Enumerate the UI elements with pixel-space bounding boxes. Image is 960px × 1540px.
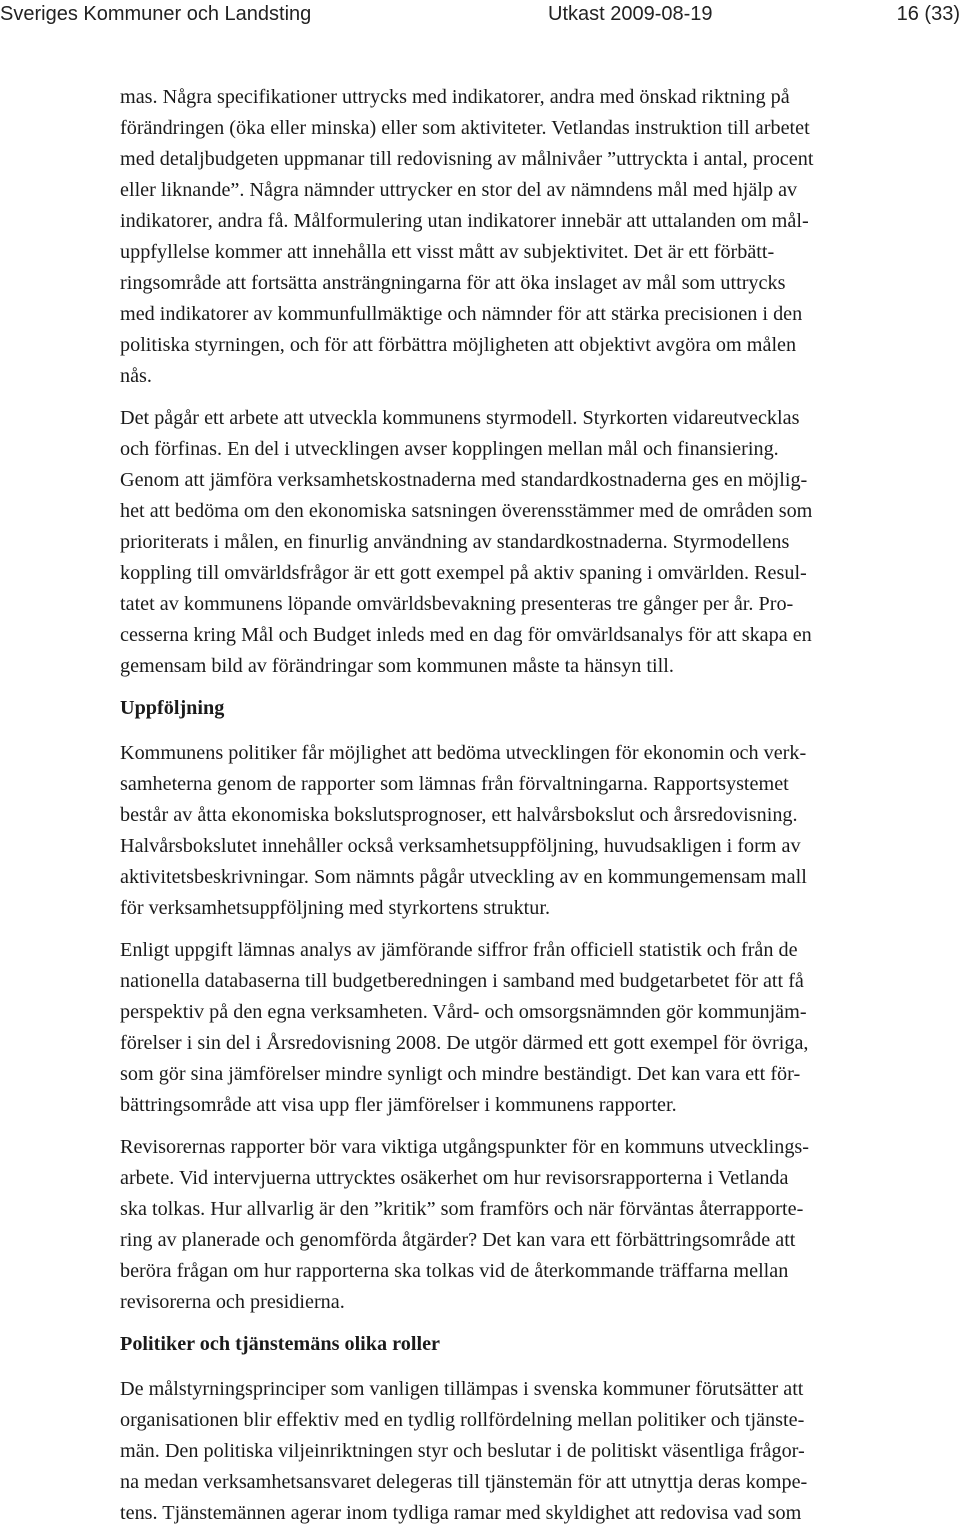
- text-line: mas. Några specifikationer uttrycks med indikatorer, andra med önskad riktning på: [120, 86, 790, 108]
- text-line: prioriterats i målen, en finurlig användning av standardkostnaderna. Styrmodellens: [120, 531, 790, 553]
- text-line: bättringsområde att visa upp fler jämförelser i kommunens rapporter.: [120, 1094, 677, 1116]
- text-line: ringsområde att fortsätta ansträngningarna för att öka inslaget av mål som uttrycks: [120, 272, 786, 294]
- text-line: samheterna genom de rapporter som lämnas från förvaltningarna. Rapportsystemet: [120, 773, 789, 795]
- text-line: för verksamhetsuppföljning med styrkortens struktur.: [120, 897, 551, 919]
- text-line: förelser i sin del i Årsredovisning 2008. De utgör därmed ett gott exempel för övriga,: [120, 1032, 809, 1054]
- text-line: cesserna kring Mål och Budget inleds med en dag för omvärldsanalys för att skapa en: [120, 624, 812, 646]
- text-line: med indikatorer av kommunfullmäktige och nämnder för att stärka precisionen i den: [120, 303, 803, 325]
- text-line: tatet av kommunens löpande omvärldsbevakning presenteras tre gånger per år. Pro-: [120, 593, 794, 615]
- paragraph: [120, 1374, 920, 1529]
- text-line: ska tolkas. Hur allvarlig är den ”kritik” som framförs och när förväntas återrapporte-: [120, 1198, 804, 1220]
- text-line: na medan verksamhetsansvaret delegeras till tjänstemän för att utnyttja deras kompe-: [120, 1471, 808, 1493]
- document-body: [120, 82, 920, 1540]
- header-organization: Sveriges Kommuner och Landsting: [0, 3, 312, 25]
- text-line: ring av planerade och genomförda åtgärder? Det kan vara ett förbättringsområde att: [120, 1229, 796, 1251]
- text-line: De målstyrningsprinciper som vanligen tillämpas i svenska kommuner förutsätter att: [120, 1378, 804, 1400]
- text-line: uppfyllelse kommer att innehålla ett visst mått av subjektivitet. Det är ett förbätt-: [120, 241, 775, 263]
- text-line: och förfinas. En del i utvecklingen avser kopplingen mellan mål och finansiering.: [120, 438, 779, 460]
- paragraph: [120, 82, 920, 392]
- paragraph: [120, 1132, 920, 1318]
- text-line: nationella databaserna till budgetberedningen i samband med budgetarbetet för att få: [120, 970, 804, 992]
- section-heading-roles: Politiker och tjänstemäns olika roller: [120, 1333, 440, 1355]
- text-line: indikatorer, andra få. Målformulering utan indikatorer innebär att uttalanden om mål-: [120, 210, 809, 232]
- paragraph: [120, 738, 920, 924]
- text-line: revisorerna och presidierna.: [120, 1291, 345, 1313]
- text-line: förändringen (öka eller minska) eller som aktiviteter. Vetlandas instruktion till arbetet: [120, 117, 810, 139]
- paragraph: [120, 403, 920, 682]
- text-line: perspektiv på den egna verksamheten. Vård- och omsorgsnämnden gör kommunjäm-: [120, 1001, 807, 1023]
- section-heading-followup: Uppföljning: [120, 697, 225, 719]
- paragraph: [120, 935, 920, 1121]
- text-line: koppling till omvärldsfrågor är ett gott exempel på aktiv spaning i omvärlden. Resul-: [120, 562, 807, 584]
- text-line: gemensam bild av förändringar som kommunen måste ta hänsyn till.: [120, 655, 674, 677]
- text-line: Halvårsbokslutet innehåller också verksamhetsuppföljning, huvudsakligen i form av: [120, 835, 801, 857]
- text-line: organisationen blir effektiv med en tydlig rollfördelning mellan politiker och tjänste-: [120, 1409, 805, 1431]
- text-line: män. Den politiska viljeinriktningen styr och beslutar i de politiskt väsentliga frågor-: [120, 1440, 805, 1462]
- text-line: Enligt uppgift lämnas analys av jämförande siffror från officiell statistik och från de: [120, 939, 798, 961]
- text-line: Det pågår ett arbete att utveckla kommunens styrmodell. Styrkorten vidareutvecklas: [120, 407, 800, 429]
- text-line: aktivitetsbeskrivningar. Som nämnts pågår utveckling av en kommungemensam mall: [120, 866, 807, 888]
- text-line: med detaljbudgeten uppmanar till redovisning av målnivåer ”uttryckta i antal, procent: [120, 148, 814, 170]
- header-draft-date: Utkast 2009-08-19: [548, 3, 713, 25]
- text-line: som gör sina jämförelser mindre synligt och mindre beständigt. Det kan vara ett för-: [120, 1063, 801, 1085]
- text-line: politiska styrningen, och för att förbättra möjligheten att objektivt avgöra om målen: [120, 334, 797, 356]
- text-line: eller liknande”. Några nämnder uttrycker en stor del av nämndens mål med hjälp av: [120, 179, 798, 201]
- text-line: Genom att jämföra verksamhetskostnaderna med standardkostnaderna ges en möjlig-: [120, 469, 808, 491]
- text-line: nås.: [120, 365, 152, 387]
- text-line: arbete. Vid intervjuerna uttrycktes osäkerhet om hur revisorsrapporterna i Vetlanda: [120, 1167, 789, 1189]
- text-line: består av åtta ekonomiska bokslutsprognoser, ett halvårsbokslut och årsredovisning.: [120, 804, 798, 826]
- text-line: beröra frågan om hur rapporterna ska tolkas vid de återkommande träffarna mellan: [120, 1260, 789, 1282]
- text-line: het att bedöma om den ekonomiska satsningen överensstämmer med de områden som: [120, 500, 813, 522]
- header-page-number: 16 (33): [896, 3, 960, 25]
- text-line: Revisorernas rapporter bör vara viktiga utgångspunkter för en kommuns utvecklings-: [120, 1136, 809, 1158]
- text-line: tens. Tjänstemännen agerar inom tydliga ramar med skyldighet att redovisa vad som: [120, 1502, 802, 1524]
- page-header: [0, 0, 960, 30]
- text-line: Kommunens politiker får möjlighet att bedöma utvecklingen för ekonomin och verk-: [120, 742, 807, 764]
